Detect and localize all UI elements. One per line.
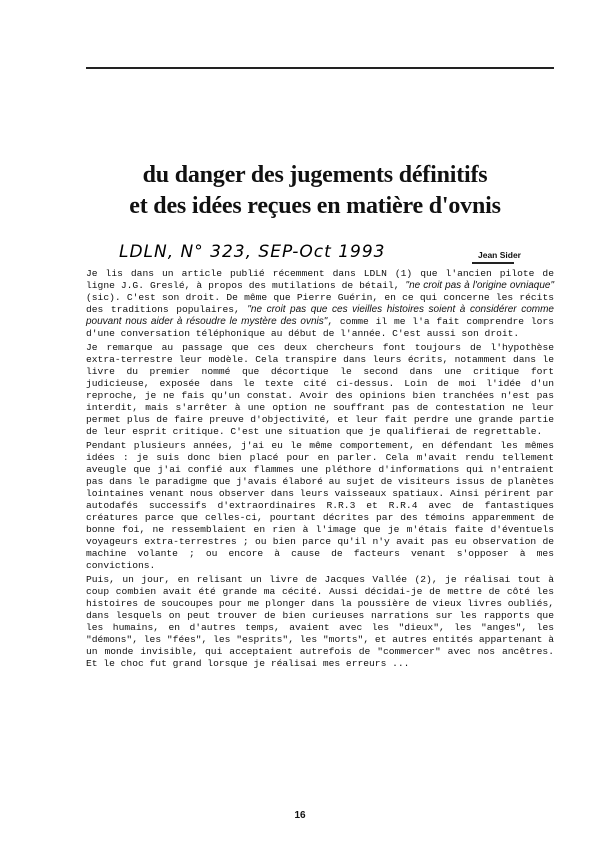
author-name: Jean Sider [478,250,521,260]
top-rule [86,67,554,69]
author-underline [472,262,514,264]
title-line-1: du danger des jugements définitifs [142,162,488,188]
paragraph-3: Pendant plusieurs années, j'ai eu le même comportement, en défendant les mêmes idées : je suis donc bien placé pour en parler. Cela m'avait rendu tellement aveugle que j'ai confié aux flammes une pléthore d'informations qui n'entraient pas dans le paradigme que j'avais élaboré au sujet de visiteurs issus de planètes lointaines venant nous observer dans leurs vaisseaux spatiaux. Ainsi périrent par autodafés successifs d'extraordinaires R.R.3 et R.R.4 avec de fantastiques créatures parce que celles-ci, pourtant décrites par des témoins apparemment de bonne foi, ne ressemblaient en rien à l'image que je m'étais faite d'éventuels voyageurs extra-terrestres ; ou bien parce qu'il n'y avait pas eu observation de machine volante ; ou encore à cause de facteurs venant s'opposer à mes convictions. [86,440,554,571]
paragraph-1: Je lis dans un article publié récemment dans LDLN (1) que l'ancien pilote de ligne J.G. Greslé, à propos des mutilations de bétail, "ne croit pas à l'origine ovniaque" (sic). C'est son droit. De même que Pierre Guérin, en ce qui concerne les récits des traditions populaires, "ne croit pas que ces vieilles histoires soient à considérer comme pouvant nous aider à résoudre le mystère des ovnis", comme il me l'a fait comprendre lors d'une conversation téléphonique au début de l'année. C'est aussi son droit. [86,268,554,339]
handwritten-reference-text: LDLN, N° 323, SEP-Oct 1993 [119,242,386,262]
article-title [70,160,560,222]
page-number: 16 [294,810,306,821]
title-line-2: et des idées reçues en matière d'ovnis [129,193,501,219]
handwritten-reference [115,233,435,269]
article-body [86,268,554,670]
paragraph-4: Puis, un jour, en relisant un livre de Jacques Vallée (2), je réalisai tout à coup combien avait été grande ma cécité. Aussi décidai-je de mettre de côté les histoires de soucoupes pour me plonger dans la poussière de vieux livres oubliés, dans lesquels on peut trouver de bien curieuses narrations sur les rapports que les humains, en d'autres temps, avaient avec les "dieux", les "anges", les "démons", les "fées", les "esprits", les "morts", et autres entités appartenant à un monde invisible, qui acceptaient autrefois de "commercer" avec nos ancêtres. Et le choc fut grand lorsque je réalisai mes erreurs ... [86,574,554,669]
paragraph-2: Je remarque au passage que ces deux chercheurs font toujours de l'hypothèse extra-terrestre leur modèle. Cela transpire dans leurs écrits, notamment dans le livre du premier nommé que décortique le second dans une critique fort judicieuse, exposée dans le texte cité ci-dessus. Loin de moi l'idée d'un reproche, je ne fais qu'un constat. Avoir des opinions bien tranchées n'est pas interdit, mais s'arrêter à une option ne souffrant pas de contestation ne leur permet plus de faire preuve d'objectivité, et leur fait perdre une grande partie de leur esprit critique. C'est une situation que je qualifierai de regrettable. [86,342,554,437]
